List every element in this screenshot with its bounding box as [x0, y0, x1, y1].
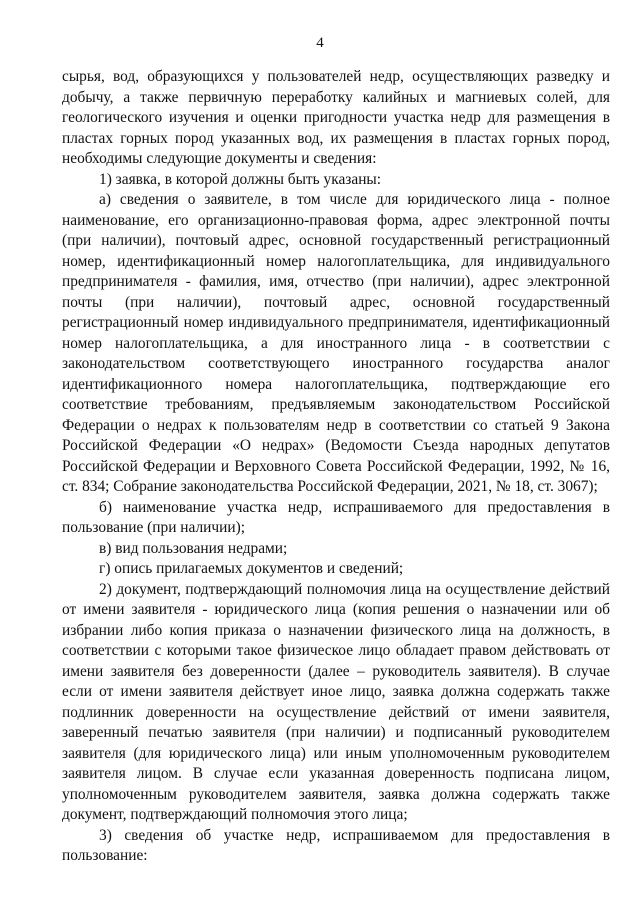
- paragraph-item-2: 2) документ, подтверждающий полномочия лица на осуществление действий от имени заявителя - юридического лица (копия решения о назначении или об избрании либо копия приказа о назначении физического лица на должность, в соответствии с которыми такое физическое лицо обладает правом действовать от имени заявителя без доверенности (далее – руководитель заявителя). В случае если от имени заявителя действует иное лицо, заявка должна содержать также подлинник доверенности на осуществление действий от имени заявителя, заверенный печатью заявителя (при наличии) и подписанный руководителем заявителя (для юридического лица) или иным уполномоченным руководителем заявителя лицом. В случае если указанная доверенность подписана лицом, уполномоченным руководителем заявителя, заявка должна содержать также документ, подтверждающий полномочия этого лица;: [62, 580, 610, 823]
- paragraph-item-1g: г) опись прилагаемых документов и сведений;: [99, 560, 404, 577]
- paragraph-item-1a: а) сведения о заявителе, в том числе для юридического лица - полное наименование, его организационно-правовая форма, адрес электронной почты (при наличии), почтовый адрес, основной государственный регистрационный номер, идентификационный номер налогоплательщика, для индивидуального предпринимателя - фамилия, имя, отчество (при наличии), адрес электронной почты (при наличии), почтовый адрес, основной государственный регистрационный номер индивидуального предпринимателя, идентификационный номер налогоплательщика, а для иностранного лица - в соответствии с законодательством соответствующего иностранного государства аналог идентификационного номера налогоплательщика, подтверждающие его соответствие требованиям, предъявляемым законодательством Российской Федерации о недрах к пользователям недр в соответствии со статьей 9 Закона Российской Федерации «О недрах» (Ведомости Съезда народных депутатов Российской Федерации и Верховного Совета Российской Федерации, 1992, № 16, ст. 834; Собрание законодательства Российской Федерации, 2021, № 18, ст. 3067);: [62, 191, 610, 495]
- paragraph-intro: сырья, вод, образующихся у пользователей недр, осуществляющих разведку и добычу, а также первичную переработку калийных и магниевых солей, для геологического изучения и оценки пригодности участка недр для размещения в пластах горных пород указанных вод, их размещения в пластах горных пород, необходимы следующие документы и сведения:: [62, 68, 610, 167]
- paragraph-item-1: 1) заявка, в которой должны быть указаны:: [99, 170, 382, 188]
- page-number: 4: [316, 35, 324, 51]
- paragraph-item-1v: в) вид пользования недрами;: [99, 539, 288, 557]
- document-body: [62, 67, 610, 867]
- paragraph-item-1b: б) наименование участка недр, испрашиваемого для предоставления в пользование (при наличии);: [62, 498, 610, 536]
- paragraph-item-3: 3) сведения об участке недр, испрашиваемом для предоставления в пользование:: [62, 826, 610, 864]
